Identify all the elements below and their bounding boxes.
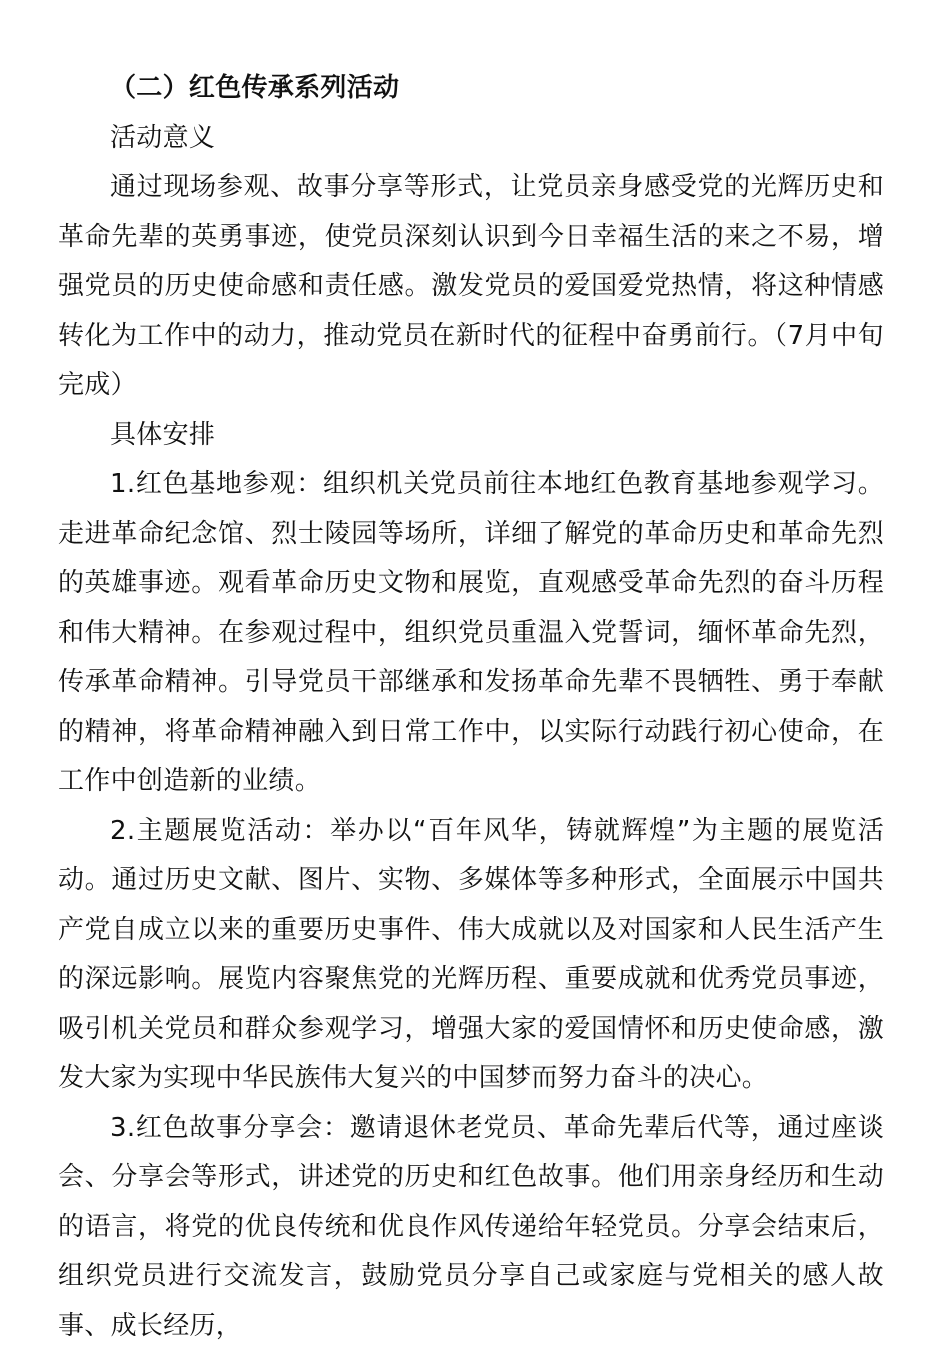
document-page	[58, 64, 884, 1351]
significance-label: 活动意义	[58, 114, 884, 164]
arrangement-item-theme-exhibition: 2.主题展览活动：举办以“百年风华，铸就辉煌”为主题的展览活动。通过历史文献、图片、实物、多媒体等多种形式，全面展示中国共产党自成立以来的重要历史事件、伟大成就以及对国家和人民生活产生的深远影响。展览内容聚焦党的光辉历程、重要成就和优秀党员事迹，吸引机关党员和群众参观学习，增强大家的爱国情怀和历史使命感，激发大家为实现中华民族伟大复兴的中国梦而努力奋斗的决心。	[58, 807, 884, 1104]
arrangement-item-red-base-visit: 1.红色基地参观：组织机关党员前往本地红色教育基地参观学习。走进革命纪念馆、烈士陵园等场所，详细了解党的革命历史和革命先烈的英雄事迹。观看革命历史文物和展览，直观感受革命先烈的奋斗历程和伟大精神。在参观过程中，组织党员重温入党誓词，缅怀革命先烈，传承革命精神。引导党员干部继承和发扬革命先辈不畏牺牲、勇于奉献的精神，将革命精神融入到日常工作中，以实际行动践行初心使命，在工作中创造新的业绩。	[58, 460, 884, 807]
arrangement-label: 具体安排	[58, 411, 884, 461]
significance-paragraph: 通过现场参观、故事分享等形式，让党员亲身感受党的光辉历史和革命先辈的英勇事迹，使党员深刻认识到今日幸福生活的来之不易，增强党员的历史使命感和责任感。激发党员的爱国爱党热情，将这种情感转化为工作中的动力，推动党员在新时代的征程中奋勇前行。（7月中旬完成）	[58, 163, 884, 411]
arrangement-item-story-sharing: 3.红色故事分享会：邀请退休老党员、革命先辈后代等，通过座谈会、分享会等形式，讲述党的历史和红色故事。他们用亲身经历和生动的语言，将党的优良传统和优良作风传递给年轻党员。分享会结束后，组织党员进行交流发言，鼓励党员分享自己或家庭与党相关的感人故事、成长经历，	[58, 1104, 884, 1351]
section-title: （二）红色传承系列活动	[58, 64, 884, 114]
